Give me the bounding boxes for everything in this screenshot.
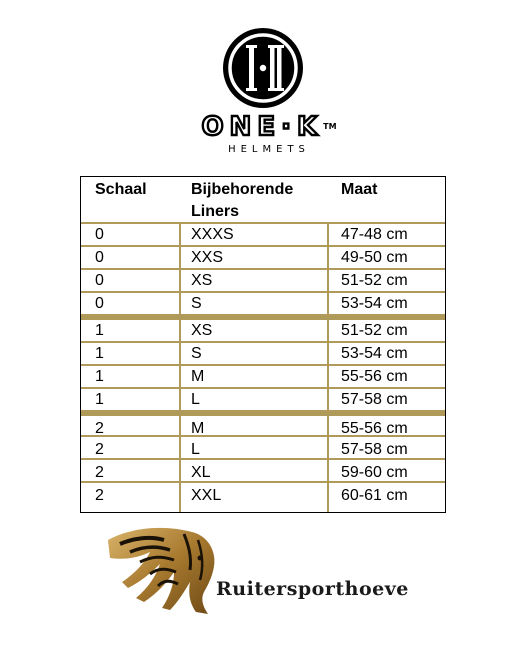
- cell-liner: L: [191, 441, 200, 458]
- cell-maat: 53-54 cm: [341, 345, 408, 362]
- cell-schaal: 0: [95, 249, 104, 266]
- cell-schaal: 0: [95, 226, 104, 243]
- brand-name: ONE·K™: [201, 112, 337, 142]
- cell-liner: XXS: [191, 249, 224, 266]
- group-divider: [81, 314, 445, 320]
- cell-schaal: 2: [95, 420, 104, 437]
- row-divider: [81, 291, 445, 293]
- cell-liner: L: [191, 391, 200, 408]
- helmet-monogram-icon: [222, 27, 304, 109]
- cell-schaal: 2: [95, 464, 104, 481]
- cell-schaal: 1: [95, 368, 104, 385]
- column-divider: [179, 222, 181, 512]
- row-divider: [81, 268, 445, 270]
- cell-liner: XS: [191, 272, 213, 289]
- cell-liner: XXXS: [191, 226, 234, 243]
- cell-maat: 55-56 cm: [341, 368, 408, 385]
- cell-maat: 57-58 cm: [341, 391, 408, 408]
- cell-schaal: 0: [95, 272, 104, 289]
- cell-liner: XXL: [191, 487, 222, 504]
- cell-maat: 57-58 cm: [341, 441, 408, 458]
- cell-liner: S: [191, 345, 202, 362]
- group-divider: [81, 410, 445, 416]
- cell-maat: 59-60 cm: [341, 464, 408, 481]
- cell-liner: M: [191, 368, 205, 385]
- cell-liner: XS: [191, 322, 213, 339]
- cell-schaal: 0: [95, 295, 104, 312]
- cell-maat: 53-54 cm: [341, 295, 408, 312]
- cell-maat: 51-52 cm: [341, 322, 408, 339]
- cell-schaal: 2: [95, 441, 104, 458]
- cell-schaal: 1: [95, 322, 104, 339]
- row-divider: [81, 364, 445, 366]
- cell-liner: S: [191, 295, 202, 312]
- column-divider: [327, 222, 329, 512]
- header-maat: Maat: [341, 181, 378, 198]
- onek-logo: [0, 0, 521, 165]
- row-divider: [81, 341, 445, 343]
- cell-maat: 51-52 cm: [341, 272, 408, 289]
- footer-brand-name: Ruitersporthoeve: [216, 578, 409, 600]
- row-divider: [81, 387, 445, 389]
- cell-maat: 60-61 cm: [341, 487, 408, 504]
- header-schaal: Schaal: [95, 181, 147, 198]
- cell-liner: M: [191, 420, 205, 437]
- cell-maat: 55-56 cm: [341, 420, 408, 437]
- cell-schaal: 2: [95, 487, 104, 504]
- header-bijbehorende: Bijbehorende: [191, 181, 294, 198]
- brand-tagline: HELMETS: [228, 144, 310, 155]
- cell-maat: 47-48 cm: [341, 226, 408, 243]
- header-divider: [81, 222, 445, 224]
- cell-liner: XL: [191, 464, 211, 481]
- cell-schaal: 1: [95, 345, 104, 362]
- horse-head-icon: [100, 522, 460, 622]
- cell-schaal: 1: [95, 391, 104, 408]
- cell-maat: 49-50 cm: [341, 249, 408, 266]
- size-table: [80, 176, 446, 513]
- row-divider: [81, 245, 445, 247]
- header-liners: Liners: [191, 203, 240, 220]
